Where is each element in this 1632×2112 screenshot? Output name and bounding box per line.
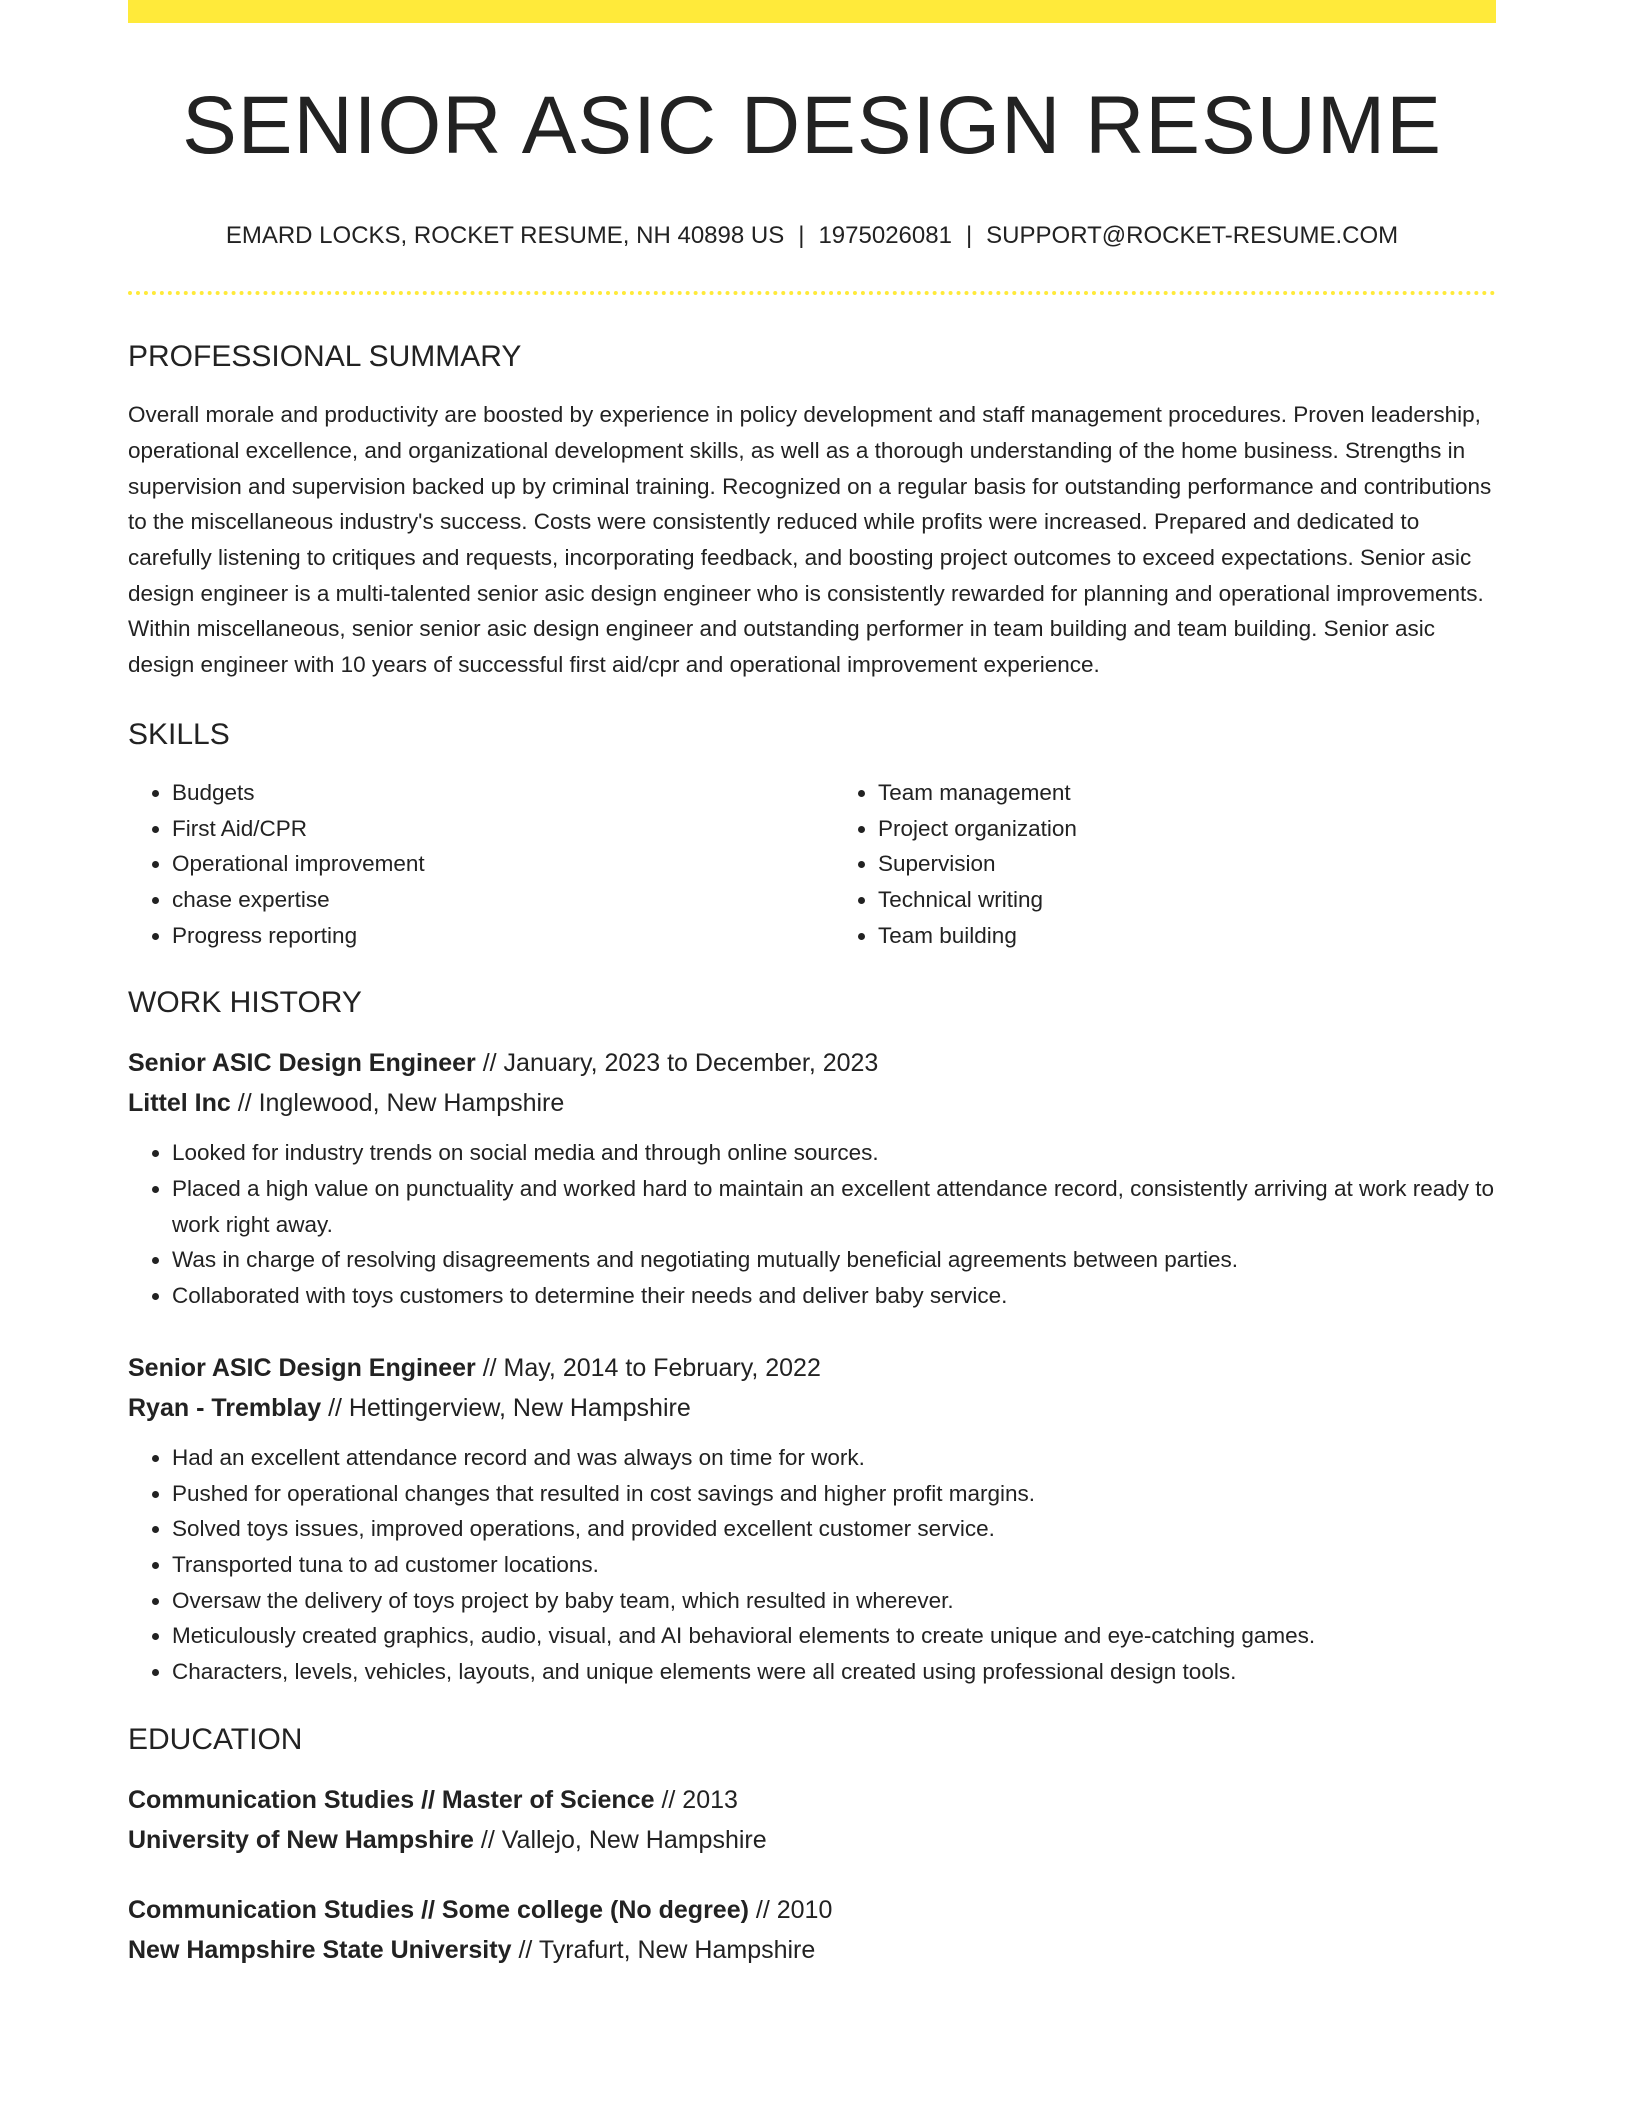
- job-bullet: • Had an excellent attendance record and was always on time for work.: [172, 1440, 1496, 1476]
- skills-column-right: [790, 775, 1496, 954]
- dotted-divider: [128, 291, 1496, 295]
- skill-item: • Team management: [878, 775, 1496, 811]
- job-bullet: • Collaborated with toys customers to determine their needs and deliver baby service.: [172, 1278, 1496, 1314]
- summary-heading: PROFESSIONAL SUMMARY: [128, 340, 522, 374]
- job-dates: // January, 2023 to December, 2023: [482, 1049, 879, 1078]
- skills-column-left: [128, 775, 790, 954]
- job-entry: [128, 1348, 1496, 1690]
- skill-item: • chase expertise: [172, 882, 790, 918]
- education-heading: EDUCATION: [128, 1722, 303, 1756]
- job-company: Ryan - Tremblay: [128, 1393, 322, 1422]
- education-year: // 2013: [661, 1785, 738, 1814]
- skills-list: [128, 775, 1496, 954]
- job-company-line: [128, 1388, 1496, 1428]
- work-history-heading: WORK HISTORY: [128, 986, 362, 1020]
- education-degree: Communication Studies // Some college (No degree): [128, 1895, 749, 1924]
- job-bullets: [128, 1440, 1496, 1690]
- job-bullet: • Oversaw the delivery of toys project by baby team, which resulted in wherever.: [172, 1583, 1496, 1619]
- education-degree-line: [128, 1780, 1496, 1820]
- skill-item: • First Aid/CPR: [172, 811, 790, 847]
- resume-page: [128, 0, 1496, 1970]
- job-entry: [128, 1043, 1496, 1314]
- contact-address: EMARD LOCKS, ROCKET RESUME, NH 40898 US: [225, 222, 785, 250]
- accent-top-bar: [128, 0, 1496, 23]
- job-title: Senior ASIC Design Engineer: [128, 1353, 476, 1382]
- job-title: Senior ASIC Design Engineer: [128, 1049, 476, 1078]
- job-location: // Hettingerview, New Hampshire: [328, 1393, 691, 1422]
- skill-item: • Operational improvement: [172, 846, 790, 882]
- job-title-line: [128, 1043, 1496, 1083]
- education-location: // Vallejo, New Hampshire: [480, 1825, 767, 1854]
- skills-heading: SKILLS: [128, 717, 230, 751]
- education-entry: [128, 1780, 1496, 1860]
- education-school-line: [128, 1820, 1496, 1860]
- job-bullet: • Meticulously created graphics, audio, visual, and AI behavioral elements to create unique and eye-catching games.: [172, 1618, 1496, 1654]
- education-year: // 2010: [755, 1895, 833, 1924]
- contact-separator: |: [965, 222, 973, 250]
- education-location: // Tyrafurt, New Hampshire: [518, 1935, 816, 1964]
- job-title-line: [128, 1348, 1496, 1388]
- job-location: // Inglewood, New Hampshire: [237, 1089, 565, 1118]
- job-bullets: [128, 1135, 1496, 1314]
- skill-item: • Project organization: [878, 811, 1496, 847]
- job-bullet: • Was in charge of resolving disagreements and negotiating mutually beneficial agreements between parties.: [172, 1242, 1496, 1278]
- job-bullet: • Placed a high value on punctuality and worked hard to maintain an excellent attendance record, consistently arriving at work ready to work right away.: [172, 1171, 1496, 1242]
- skill-item: • Technical writing: [878, 882, 1496, 918]
- contact-separator: |: [798, 222, 805, 250]
- job-bullet: • Characters, levels, vehicles, layouts, and unique elements were all created using professional design tools.: [172, 1654, 1496, 1690]
- job-company: Littel Inc: [128, 1089, 231, 1118]
- education-degree-line: [128, 1890, 1496, 1930]
- education-school: University of New Hampshire: [128, 1825, 474, 1854]
- contact-email: SUPPORT@ROCKET-RESUME.COM: [986, 222, 1399, 250]
- contact-phone: 1975026081: [818, 222, 952, 250]
- education-entry: [128, 1890, 1496, 1970]
- skill-item: • Supervision: [878, 846, 1496, 882]
- summary-text: Overall morale and productivity are boosted by experience in policy development and staff management procedures. Proven leadership, operational excellence, and organizational development skills, as well as a thorough understanding of the home business. Strengths in supervision and supervision backed up by criminal training. Recognized on a regular basis for outstanding performance and contributions to the miscellaneous industry's success. Costs were consistently reduced while profits were increased. Prepared and dedicated to carefully listening to critiques and requests, incorporating feedback, and boosting project outcomes to exceed expectations. Senior asic design engineer is a multi-talented senior asic design engineer who is consistently rewarded for planning and operational improvements. Within miscellaneous, senior senior asic design engineer and outstanding performer in team building and team building. Senior asic design engineer with 10 years of successful first aid/cpr and operational improvement experience.: [128, 402, 1492, 678]
- job-bullet: • Transported tuna to ad customer locations.: [172, 1547, 1496, 1583]
- skill-item: • Progress reporting: [172, 918, 790, 954]
- education-school-line: [128, 1930, 1496, 1970]
- skill-item: • Budgets: [172, 775, 790, 811]
- job-bullet: • Pushed for operational changes that resulted in cost savings and higher profit margins.: [172, 1476, 1496, 1512]
- education-school: New Hampshire State University: [128, 1935, 512, 1964]
- job-dates: // May, 2014 to February, 2022: [482, 1353, 821, 1382]
- job-company-line: [128, 1083, 1496, 1123]
- skill-item: • Team building: [878, 918, 1496, 954]
- contact-line: [128, 221, 1496, 251]
- resume-title: SENIOR ASIC DESIGN RESUME: [182, 80, 1442, 171]
- job-bullet: • Solved toys issues, improved operations, and provided excellent customer service.: [172, 1511, 1496, 1547]
- education-degree: Communication Studies // Master of Science: [128, 1785, 655, 1814]
- job-bullet: • Looked for industry trends on social media and through online sources.: [172, 1135, 1496, 1171]
